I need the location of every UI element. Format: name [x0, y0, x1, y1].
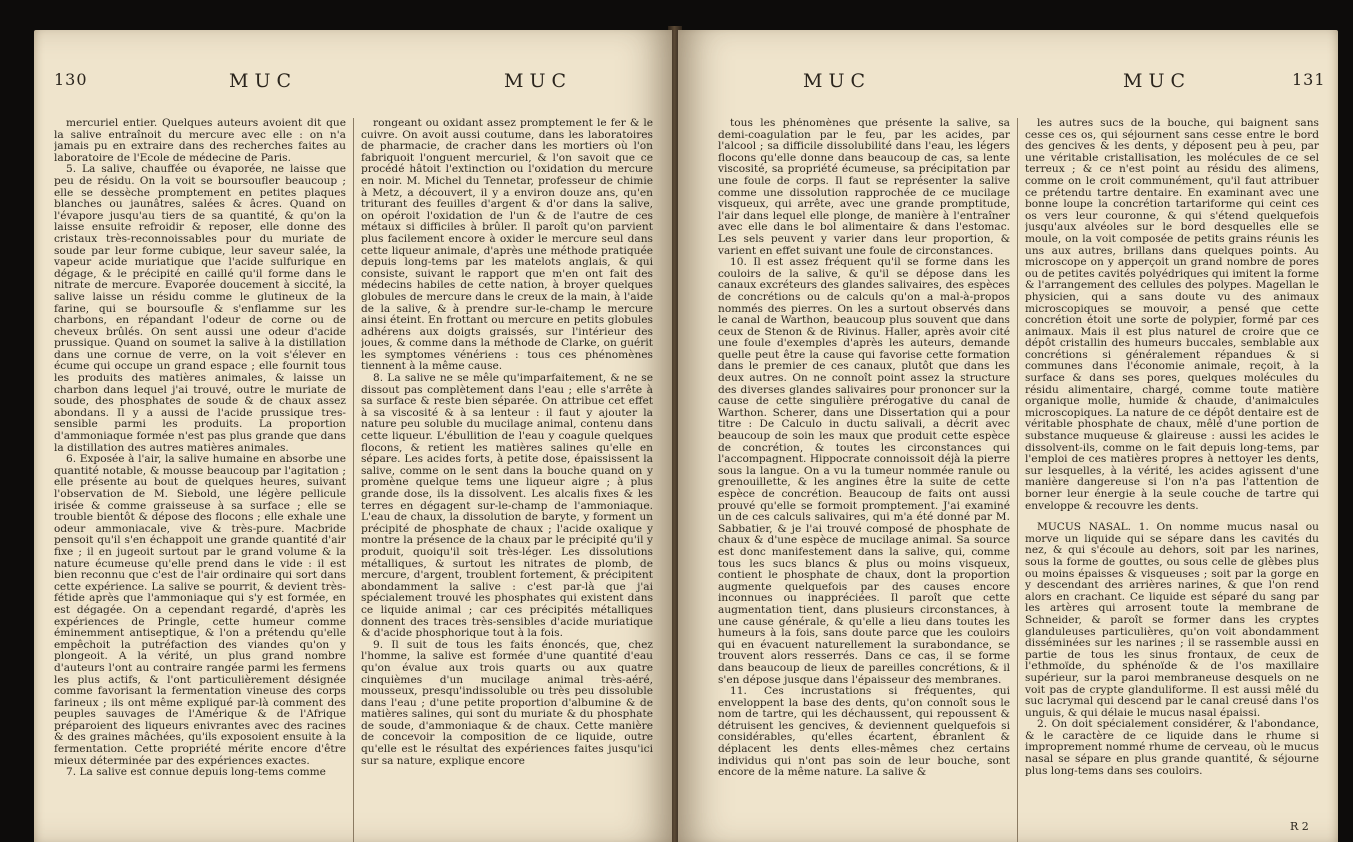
- paragraph: 11. Ces incrustations si fréquentes, qui enveloppent la base des dents, qu'on connoît sous le nom de tartre, qui les déchaussent, qui repoussent & détruisent les gencives, & deviennent quelquefois si considérables, qu'elles écartent, ébranlent & déplacent les dents elles-mêmes chez certains individus qui n'ont pas soin de leur bouche, sont encore de la même nature. La salive &: [718, 685, 1010, 779]
- right-page-header: [678, 70, 1338, 96]
- left-page: [34, 30, 672, 842]
- left-running-head-1: MUC: [229, 70, 298, 92]
- right-running-head-2: MUC: [1123, 70, 1192, 92]
- paragraph: 9. Il suit de tous les faits énoncés, que, chez l'homme, la salive est formée d'une quantité d'eau qu'on évalue aux trois quarts ou aux quatre cinquièmes d'un mucilage animal très-aéré, mousseux, presqu'indissoluble ou très peu dissoluble dans l'eau ; d'une petite proportion d'albumine & de matières salines, qui sont du muriate & du phosphate de soude, d'ammoniaque & de chaux. Cette manière de concevoir la composition de ce liquide, outre qu'elle est le résultat des expériences faites jusqu'ici sur sa nature, explique encore: [361, 638, 653, 767]
- printer-signature: R 2: [1290, 820, 1309, 833]
- paragraph: 6. Exposée à l'air, la salive humaine en absorbe une quantité notable, & mousse beaucoup par l'agitation ; elle présente au bout de quelques heures, suivant l'observation de M. Siebold, une légère pellicule irisée & comme graisseuse à sa surface ; elle se trouble bientôt & dépose des flocons ; elle exhale une odeur ammoniacale, vive & très-pure. Macbride pensoit qu'il s'en échappoit une grande quantité d'air fixe ; il en jugeoit surtout par le grand volume & la nature écumeuse qu'elle prend dans le vide : il est bien reconnu que c'est de l'air ordinaire qui sort dans cette expérience. La salive se pourrit, & devient très-fétide après que l'ammoniaque qui s'y est formée, en est dégagée. On a cependant regardé, d'après les expériences de Pringle, cette humeur comme éminemment antiseptique, & l'on a prétendu qu'elle empêchoit la putréfaction des viandes qu'on y plongeoit. A la vérité, un plus grand nombre d'auteurs l'ont au contraire rangée parmi les fermens les plus actifs, & l'ont particulièrement désignée comme favorisant la fermentation vineuse des corps farineux ; ils ont même expliqué par-là comment des peuples sauvages de l'Amérique & de l'Afrique préparoient des liqueurs enivrantes avec des racines & des graines mâchées, qu'ils exposoient ensuite à la fermentation. Cette propriété mérite encore d'être mieux déterminée par des expériences exactes.: [54, 453, 346, 767]
- column-rule: [353, 118, 354, 842]
- left-running-head-2: MUC: [504, 70, 573, 92]
- paragraph: les autres sucs de la bouche, qui baignent sans cesse ces os, qui séjournent sans cesse entre le bord des gencives & les dents, y déposent peu à peu, par une véritable cristallisation, les molécules de ce sel terreux ; & ce n'est point au résidu des alimens, comme on le croit communément, qu'il faut attribuer ce prétendu tartre dentaire. En examinant avec une bonne loupe la concrétion tartariforme qui ceint ces os vers leur couronne, & qui s'étend quelquefois jusqu'aux alvéoles sur le bord desquelles elle se moule, on la voit composée de petits grains réunis les uns aux autres, brillans dans quelques points. Au microscope on y apperçoit un grand nombre de pores ou de petites cavités polyédriques qui imitent la forme & l'arrangement des cellules des polypes. Magellan le physicien, qui a sans doute vu des animaux microscopiques se mouvoir, a pensé que cette concrétion étoit une sorte de polypier, formé par ces animaux. Mais il est plus naturel de croire que ce dépôt cristallin des humeurs buccales, semblable aux concrétions si généralement répandues & si communes dans l'économie animale, reçoit, à la surface & dans ses pores, quelques molécules du résidu alimentaire, chargé, comme toute matière organique molle, humide & chaude, d'animalcules microscopiques. La nature de ce dépôt dentaire est de véritable phosphate de chaux, mêlé d'une portion de substance muqueuse & glaireuse : aussi les acides le dissolvent-ils, comme on le fait depuis long-tems, par l'emploi de ces matières propres à nettoyer les dents, sur lesquelles, à la vérité, les acides agissent d'une manière dangereuse si l'on n'a pas l'attention de borner leur énergie à la seule couche de tartre qui enveloppe & recouvre les dents.: [1025, 118, 1319, 512]
- left-column-1: [54, 118, 346, 842]
- paragraph: 7. La salive est connue depuis long-tems comme: [66, 766, 326, 779]
- paragraph: tous les phénomènes que présente la salive, sa demi-coagulation par le feu, par les acides, par l'alcool ; sa difficile dissolubilité dans l'eau, les légers flocons qu'elle donne dans beaucoup de cas, sa lente viscosité, sa propriété écumeuse, sa précipitation par une foule de corps. Il faut se représenter la salive comme une dissolution rapprochée de ce mucilage visqueux, qui arrête, avec une grande promptitude, l'air dans lequel elle plonge, de manière à l'entraîner avec elle dans le bol alimentaire & dans l'estomac. Les sels peuvent y varier dans leur proportion, & varient en effet suivant une foule de circonstances.: [718, 118, 1010, 257]
- right-page-number: 131: [1292, 70, 1326, 89]
- paragraph: rongeant ou oxidant assez promptement le fer & le cuivre. On avoit aussi coutume, dans les laboratoires de pharmacie, de cracher dans les mortiers où l'on fabriquoit l'onguent mercuriel, & l'on savoit que ce procédé hâtoit l'extinction ou l'oxidation du mercure en noir. M. Michel du Tennetar, professeur de chimie à Metz, a découvert, il y a environ douze ans, qu'en triturant des feuilles d'argent & d'or dans la salive, on opéroit l'oxidation de l'un & de l'autre de ces métaux si difficiles à brûler. Il paroît qu'on parvient plus facilement encore à oxider le mercure seul dans cette liqueur animale, d'après une méthode pratiquée depuis long-tems par les matelots anglais, & qui consiste, suivant le rapport que m'en ont fait des médecins habiles de cette nation, à broyer quelques globules de mercure dans le creux de la main, à l'aide de la salive, & à prendre sur-le-champ le mercure ainsi éteint. En frottant ou mercure en petits globules adhérens aux doigts graissés, sur l'intérieur des joues, & comme dans la méthode de Clarke, on guérit les symptomes vénériens : tous ces phénomènes tiennent à la même cause.: [361, 118, 653, 373]
- paragraph: 2. On doit spécialement considérer, & l'abondance, & le caractère de ce liquide dans le rhume si improprement nommé rhume de cerveau, où le mucus nasal se sépare en plus grande quantité, & séjourne plus long-tems dans ses couloirs.: [1025, 718, 1319, 777]
- right-column-2: [1025, 118, 1319, 842]
- paragraph: 8. La salive ne se mêle qu'imparfaitement, & ne se dissout pas complètement dans l'eau ; elle s'arrête à sa surface & reste bien séparée. On attribue cet effet à sa viscosité & à sa lenteur : il faut y ajouter la nature peu soluble du mucilage animal, contenu dans cette liqueur. L'ébullition de l'eau y coagule quelques flocons, & retient les matières salines qu'elle en sépare. Les acides forts, à petite dose, épaississent la salive, comme on le sent dans la bouche quand on y promène quelque tems une liqueur aigre ; à plus grande dose, ils la dissolvent. Les alcalis fixes & les terres en dégagent sur-le-champ de l'ammoniaque. L'eau de chaux, la dissolution de baryte, y forment un précipité de phosphate de chaux ; l'acide oxalique y montre la présence de la chaux par le précipité qu'il y produit, quoiqu'il soit très-léger. Les dissolutions métalliques, & surtout les nitrates de plomb, de mercure, d'argent, troublent fortement, & précipitent abondamment la salive : c'est par-là que j'ai spécialement trouvé les phosphates qui existent dans ce liquide animal ; car ces précipités métalliques donnent des traces très-sensibles d'acide muriatique & d'acide phosphorique tout à la fois.: [361, 372, 653, 640]
- left-column-2: [361, 118, 653, 842]
- paragraph: mercuriel entier. Quelques auteurs avoient dit que la salive entraînoit du mercure avec elle : on n'a jamais pu en extraire dans des recherches faites au laboratoire de l'Ecole de médecine de Paris.: [54, 118, 346, 164]
- right-column-1: [718, 118, 1010, 842]
- paragraph: 5. La salive, chauffée ou évaporée, ne laisse que peu de résidu. On la voit se boursoufler beaucoup ; elle se dessèche promptement en petites plaques blanches ou jaunâtres, salées & âcres. Quand on l'évapore jusqu'au tiers de sa quantité, & qu'on la laisse ensuite refroidir & reposer, elle donne des cristaux très-reconnoissables pour du muriate de soude par leur forme cubique, leur saveur salée, la vapeur acide muriatique que l'acide sulfurique en dégage, & le précipité en caillé qu'il forme dans le nitrate de mercure. Evaporée doucement à siccité, la salive laisse un résidu comme le glutineux de la farine, qui se boursoufle & s'enflamme sur les charbons, en répandant l'odeur de corne ou de cheveux brûlés. On sent aussi une odeur d'acide prussique. Quand on soumet la salive à la distillation dans une cornue de verre, on la voit s'élever en écume qui occupe un grand espace ; elle fournit tous les produits des matières animales, & laisse un charbon dans lequel j'ai trouvé, outre le muriate de soude, des phosphates de soude & de chaux assez abondans. Il y a aussi de l'acide prussique tres-sensible parmi les produits. La proportion d'ammoniaque formée n'est pas plus grande que dans la distillation des autres matières animales.: [54, 163, 346, 454]
- column-rule: [1017, 118, 1018, 842]
- right-running-head-1: MUC: [803, 70, 872, 92]
- left-page-header: [34, 70, 672, 96]
- left-page-number: 130: [54, 70, 88, 89]
- right-page: [678, 30, 1338, 842]
- paragraph: 10. Il est assez fréquent qu'il se forme dans les couloirs de la salive, & qu'il se dépose dans les canaux excréteurs des glandes salivaires, des espèces de concrétions ou de calculs qu'on a mal-à-propos nommés des pierres. On les a surtout observés dans le canal de Warthon, beaucoup plus souvent que dans ceux de Stenon & de Rivinus. Haller, après avoir cité une foule d'exemples d'après les auteurs, demande quelle peut être la cause qui favorise cette formation dans le premier de ces canaux, plutôt que dans les deux autres. On ne connoît point assez la structure des diverses glandes salivaires pour prononcer sur la cause de cette singulière prérogative du canal de Warthon. Scherer, dans une Dissertation qui a pour titre : De Calculo in ductu salivali, a décrit avec beaucoup de soin les maux que produit cette espèce de concrétion, & toutes les circonstances qui l'accompagnent. Hippocrate connoissoit déjà la pierre sous la langue. On a vu la tumeur nommée ranule ou grenouillette, & les angines être la suite de cette espèce de concrétion. Beaucoup de faits ont aussi prouvé qu'elle se formoit promptement. J'ai examiné un de ces calculs salivaires, qui m'a été donné par M. Sabbatier, & je l'ai trouvé composé de phosphate de chaux & d'une espèce de mucilage animal. Sa source est donc manifestement dans la salive, qui, comme tous les sucs blancs & plus ou moins visqueux, contient le phosphate de chaux, dont la proportion augmente quelquefois par des causes encore inconnues ou inappréciées. Il paroît que cette augmentation tient, dans plusieurs circonstances, à une cause générale, & qu'elle a lieu dans toutes les humeurs à la fois, sans doute parce que les couloirs qui en évacuent naturellement la surabondance, se trouvent alors resserrés. Dans ce cas, il se forme dans beaucoup de lieux de pareilles concrétions, & il s'en dépose jusque dans l'épaisseur des membranes.: [718, 256, 1010, 686]
- entry-mucus-nasal: MUCUS NASAL. 1. On nomme mucus nasal ou morve un liquide qui se sépare dans les cavités du nez, & qui s'écoule au dehors, soit par les narines, sous la forme de gouttes, ou sous celle de glèbes plus ou moins épaisses & visqueuses ; soit par la gorge en y descendant des arrières narines, & que l'on rend alors en crachant. Ce liquide est séparé du sang par les artères qui arrosent toute la membrane de Schneider, & paroît se former dans les cryptes glanduleuses particulières, qu'on voit abondamment disséminées sur les narines ; il se rassemble aussi en partie de tous les sinus frontaux, de ceux de l'ethmoïde, du sphénoïde & de l'os maxillaire supérieur, sur la paroi membraneuse desquels on ne voit pas de crypte glanduliforme. Il est aussi mêlé du suc lacrymal qui descend par le canal creusé dans l'os unguis, & qui délaie le mucus nasal épaissi.: [1025, 521, 1319, 719]
